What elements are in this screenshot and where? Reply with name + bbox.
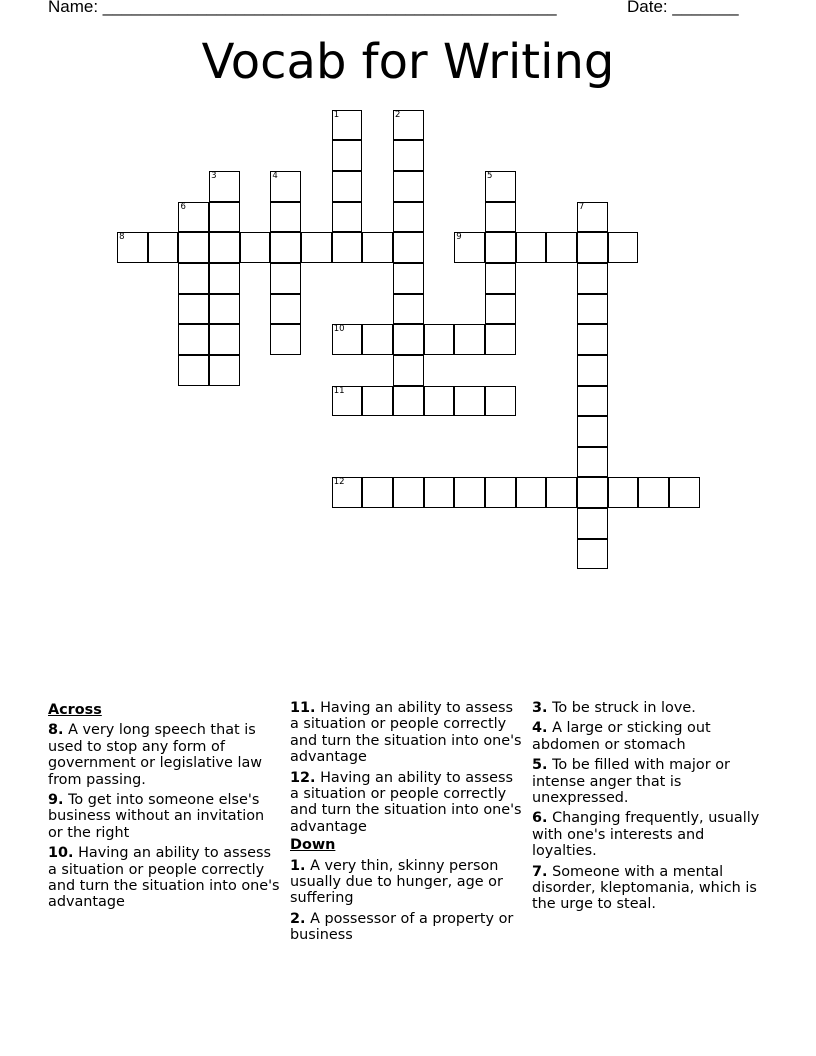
grid-cell[interactable]: [332, 324, 363, 355]
clue-down-4: [532, 720, 764, 753]
grid-cell[interactable]: [577, 386, 608, 417]
grid-cell[interactable]: [332, 477, 363, 508]
cell-number: 3: [211, 170, 217, 181]
grid-cell[interactable]: [608, 477, 639, 508]
grid-cell[interactable]: [270, 294, 301, 325]
grid-cell[interactable]: [485, 263, 516, 294]
clue-across-12: [290, 770, 522, 836]
clue-number: 6.: [532, 810, 548, 827]
grid-cell[interactable]: [485, 324, 516, 355]
grid-cell[interactable]: [454, 386, 485, 417]
clue-text: Having an ability to assess a situation or people correctly and turn the situation into one's advantage: [48, 845, 280, 911]
grid-cell[interactable]: [454, 232, 485, 263]
grid-cell[interactable]: [393, 140, 424, 171]
clue-text: A very thin, skinny person usually due to hunger, age or suffering: [290, 857, 503, 907]
grid-cell[interactable]: [393, 355, 424, 386]
grid-cell[interactable]: [485, 294, 516, 325]
grid-cell[interactable]: [332, 232, 363, 263]
cell-number: 7: [578, 201, 585, 212]
grid-cell[interactable]: [178, 355, 209, 386]
grid-cell[interactable]: [209, 324, 240, 355]
grid-cell[interactable]: [393, 324, 424, 355]
grid-cell[interactable]: [454, 477, 485, 508]
grid-cell[interactable]: [332, 171, 363, 202]
clue-across-8: [48, 722, 280, 788]
clues-column-1: [48, 700, 280, 911]
clue-across-10: [48, 845, 280, 911]
cell-number: 12: [333, 477, 345, 488]
grid-cell[interactable]: [669, 477, 700, 508]
grid-cell[interactable]: [393, 202, 424, 233]
name-field[interactable]: Name: ________________________________________________: [48, 0, 557, 16]
grid-cell[interactable]: [485, 477, 516, 508]
grid-cell[interactable]: [608, 232, 639, 263]
grid-cell[interactable]: [178, 232, 209, 263]
grid-cell[interactable]: [209, 171, 240, 202]
grid-cell[interactable]: [209, 355, 240, 386]
cell-number: 8: [119, 232, 125, 243]
clue-number: 4.: [532, 720, 548, 737]
grid-cell[interactable]: [178, 324, 209, 355]
grid-cell[interactable]: [485, 232, 516, 263]
clue-text: Having an ability to assess a situation or people correctly and turn the situation into one's advantage: [290, 769, 522, 835]
grid-cell[interactable]: [270, 263, 301, 294]
cell-number: 6: [180, 201, 186, 212]
grid-cell[interactable]: [332, 386, 363, 417]
clue-down-3: [532, 700, 764, 716]
clue-number: 2.: [290, 910, 306, 927]
grid-cell[interactable]: [546, 477, 577, 508]
grid-cell[interactable]: [393, 232, 424, 263]
grid-cell[interactable]: [301, 232, 332, 263]
grid-cell[interactable]: [362, 477, 393, 508]
grid-cell[interactable]: [424, 477, 455, 508]
grid-cell[interactable]: [546, 232, 577, 263]
clue-text: Having an ability to assess a situation or people correctly and turn the situation into one's advantage: [290, 700, 522, 766]
grid-cell[interactable]: [454, 324, 485, 355]
grid-cell[interactable]: [424, 324, 455, 355]
grid-cell[interactable]: [393, 263, 424, 294]
clue-down-7: [532, 864, 764, 913]
clue-number: 1.: [290, 857, 306, 874]
grid-cell[interactable]: [424, 386, 455, 417]
grid-cell[interactable]: [485, 171, 516, 202]
date-field[interactable]: Date: _______: [627, 0, 739, 16]
clue-number: 9.: [48, 792, 64, 809]
clue-across-9: [48, 792, 280, 841]
grid-cell[interactable]: [577, 477, 608, 508]
clue-text: To be filled with major or intense anger that is unexpressed.: [532, 757, 730, 807]
cell-number: 5: [486, 170, 493, 181]
grid-cell[interactable]: [393, 171, 424, 202]
clue-text: A large or sticking out abdomen or stomach: [532, 720, 711, 753]
clue-down-2: [290, 911, 522, 944]
clue-number: 10.: [48, 845, 74, 862]
clue-number: 11.: [290, 700, 316, 716]
grid-cell[interactable]: [393, 477, 424, 508]
clue-down-1: [290, 858, 522, 907]
grid-cell[interactable]: [485, 202, 516, 233]
grid-cell[interactable]: [393, 110, 424, 141]
clue-text: To get into someone else's business without an invitation or the right: [48, 792, 265, 841]
grid-cell[interactable]: [270, 171, 301, 202]
clue-number: 3.: [532, 700, 548, 716]
grid-cell[interactable]: [332, 110, 363, 141]
cell-number: 11: [333, 385, 345, 396]
grid-cell[interactable]: [485, 386, 516, 417]
cell-number: 9: [456, 232, 462, 243]
clue-number: 5.: [532, 757, 548, 774]
grid-cell[interactable]: [362, 386, 393, 417]
grid-cell[interactable]: [178, 294, 209, 325]
clue-number: 8.: [48, 722, 64, 739]
grid-cell[interactable]: [362, 324, 393, 355]
clue-down-6: [532, 810, 764, 859]
clue-text: To be struck in love.: [552, 700, 696, 716]
clue-text: A possessor of a property or business: [290, 910, 514, 944]
grid-cell[interactable]: [209, 232, 240, 263]
grid-cell[interactable]: [577, 539, 608, 570]
clue-text: A very long speech that is used to stop any form of government or legislative law from passing.: [48, 722, 263, 788]
grid-cell[interactable]: [270, 232, 301, 263]
grid-cell[interactable]: [209, 202, 240, 233]
grid-cell[interactable]: [270, 202, 301, 233]
clue-text: Changing frequently, usually with one's interests and loyalties.: [532, 810, 760, 860]
across-heading: Across: [48, 702, 102, 718]
grid-cell[interactable]: [178, 202, 209, 233]
grid-cell[interactable]: [577, 294, 608, 325]
grid-cell[interactable]: [148, 232, 179, 263]
page-title: Vocab for Writing: [201, 34, 615, 90]
grid-cell[interactable]: [240, 232, 271, 263]
grid-cell[interactable]: [332, 140, 363, 171]
grid-cell[interactable]: [577, 508, 608, 539]
clue-text: Someone with a mental disorder, kleptomania, which is the urge to steal.: [532, 863, 757, 913]
clue-across-11: [290, 700, 522, 766]
clue-down-5: [532, 757, 764, 806]
grid-cell[interactable]: [638, 477, 669, 508]
grid-cell[interactable]: [516, 232, 547, 263]
grid-cell[interactable]: [117, 232, 148, 263]
grid-cell[interactable]: [332, 202, 363, 233]
clues-column-3: [532, 700, 764, 913]
grid-cell[interactable]: [393, 386, 424, 417]
clues-column-2: [290, 700, 522, 944]
cell-number: 2: [395, 109, 401, 120]
grid-cell[interactable]: [178, 263, 209, 294]
cell-number: 1: [333, 109, 340, 120]
grid-cell[interactable]: [393, 294, 424, 325]
grid-cell[interactable]: [209, 294, 240, 325]
grid-cell[interactable]: [577, 447, 608, 478]
grid-cell[interactable]: [577, 202, 608, 233]
grid-cell[interactable]: [577, 263, 608, 294]
grid-cell[interactable]: [516, 477, 547, 508]
grid-cell[interactable]: [270, 324, 301, 355]
grid-cell[interactable]: [577, 232, 608, 263]
clue-number: 12.: [290, 769, 316, 786]
grid-cell[interactable]: [362, 232, 393, 263]
grid-cell[interactable]: [209, 263, 240, 294]
grid-cell[interactable]: [577, 324, 608, 355]
grid-cell[interactable]: [577, 416, 608, 447]
down-heading: Down: [290, 837, 336, 854]
grid-cell[interactable]: [577, 355, 608, 386]
cell-number: 4: [272, 170, 278, 181]
cell-number: 10: [333, 324, 345, 335]
clue-number: 7.: [532, 863, 548, 880]
